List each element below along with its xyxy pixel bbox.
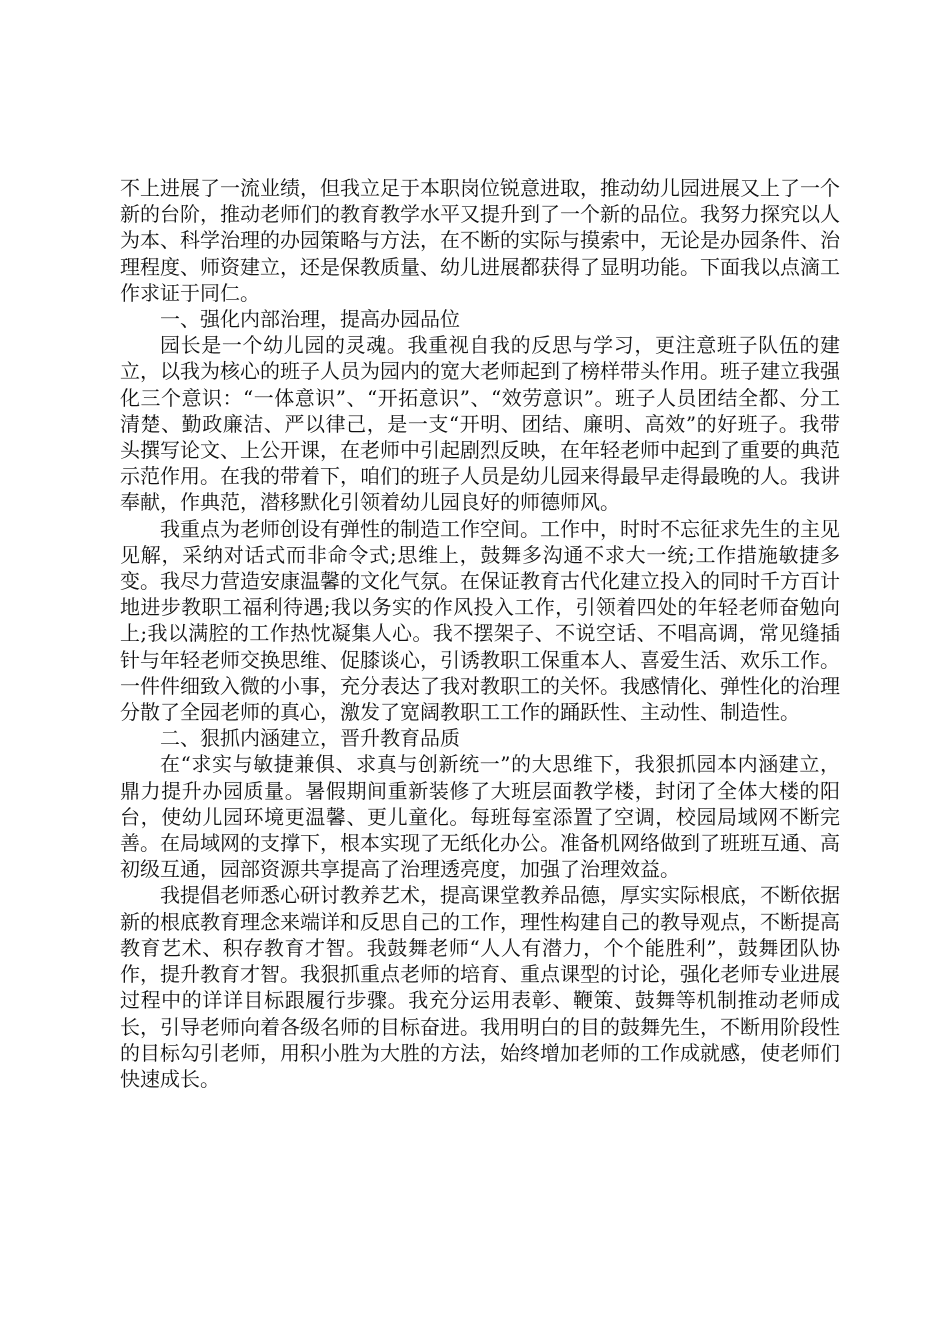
body-paragraph-continued: 不上进展了一流业绩，但我立足于本职岗位锐意进取，推动幼儿园进展又上了一个新的台阶，推动老师们的教育教学水平又提升到了一个新的品位。我努力探究以人为本、科学治理的办园策略与方法，在不断的实际与摸索中，无论是办园条件、治理程度、师资建立，还是保教质量、幼儿进展都获得了显明功能。下面我以点滴工作求证于同仁。 [120, 176, 840, 305]
body-paragraph: 我提倡老师悉心研讨教养艺术，提高课堂教养品德，厚实实际根底，不断依据新的根底教育理念来端详和反思自己的工作，理性构建自己的教导观点，不断提高教育艺术、积存教育才智。我鼓舞老师“人人有潜力，个个能胜利”，鼓舞团队协作，提升教育才智。我狠抓重点老师的培育、重点课型的讨论，强化老师专业进展过程中的详详目标跟履行步骤。我充分运用表彰、鞭策、鼓舞等机制推动老师成长，引导老师向着各级名师的目标奋进。我用明白的目的鼓舞先生，不断用阶段性的目标勾引老师，用积小胜为大胜的方法，始终增加老师的工作成就感，使老师们快速成长。 [120, 883, 840, 1091]
body-paragraph: 园长是一个幼儿园的灵魂。我重视自我的反思与学习，更注意班子队伍的建立，以我为核心的班子人员为园内的宽大老师起到了榜样带头作用。班子建立我强化三个意识：“一体意识”、“开拓意识”、“效劳意识”。班子人员团结全都、分工清楚、勤政廉洁、严以律己，是一支“开明、团结、廉明、高效”的好班子。我带头撰写论文、上公开课，在老师中引起剧烈反映，在年轻老师中起到了重要的典范示范作用。在我的带着下，咱们的班子人员是幼儿园来得最早走得最晚的人。我讲奉献，作典范，潜移默化引领着幼儿园良好的师德师风。 [120, 333, 840, 515]
section-heading-2: 二、狠抓内涵建立，晋升教育品质 [160, 726, 460, 751]
body-paragraph: 我重点为老师创设有弹性的制造工作空间。工作中，时时不忘征求先生的主见见解，采纳对话式而非命令式;思维上，鼓舞多沟通不求大一统;工作措施敏捷多变。我尽力营造安康温馨的文化气氛。在保证教育古代化建立投入的同时千方百计地进步教职工福利待遇;我以务实的作风投入工作，引领着四处的年轻老师奋勉向上;我以满腔的工作热忱凝集人心。我不摆架子、不说空话、不唱高调，常见缝插针与年轻老师交换思维、促膝谈心，引诱教职工保重本人、喜爱生活、欢乐工作。一件件细致入微的小事，充分表达了我对教职工的关怀。我感情化、弹性化的治理分散了全园老师的真心，激发了宽阔教职工工作的踊跃性、主动性、制造性。 [120, 516, 840, 725]
section-heading-1: 一、强化内部治理，提高办园品位 [160, 307, 460, 332]
body-paragraph: 在“求实与敏捷兼俱、求真与创新统一”的大思维下，我狠抓园本内涵建立，鼎力提升办园质量。暑假期间重新装修了大班层面教学楼，封闭了全体大楼的阳台，使幼儿园环境更温馨、更儿童化。每班每室添置了空调，校园局域网不断完善。在局域网的支撑下，根本实现了无纸化办公。准备机网络做到了班班互通、高初级互通，园部资源共享提高了治理透亮度，加强了治理效益。 [120, 752, 840, 882]
document-body [120, 175, 840, 1092]
